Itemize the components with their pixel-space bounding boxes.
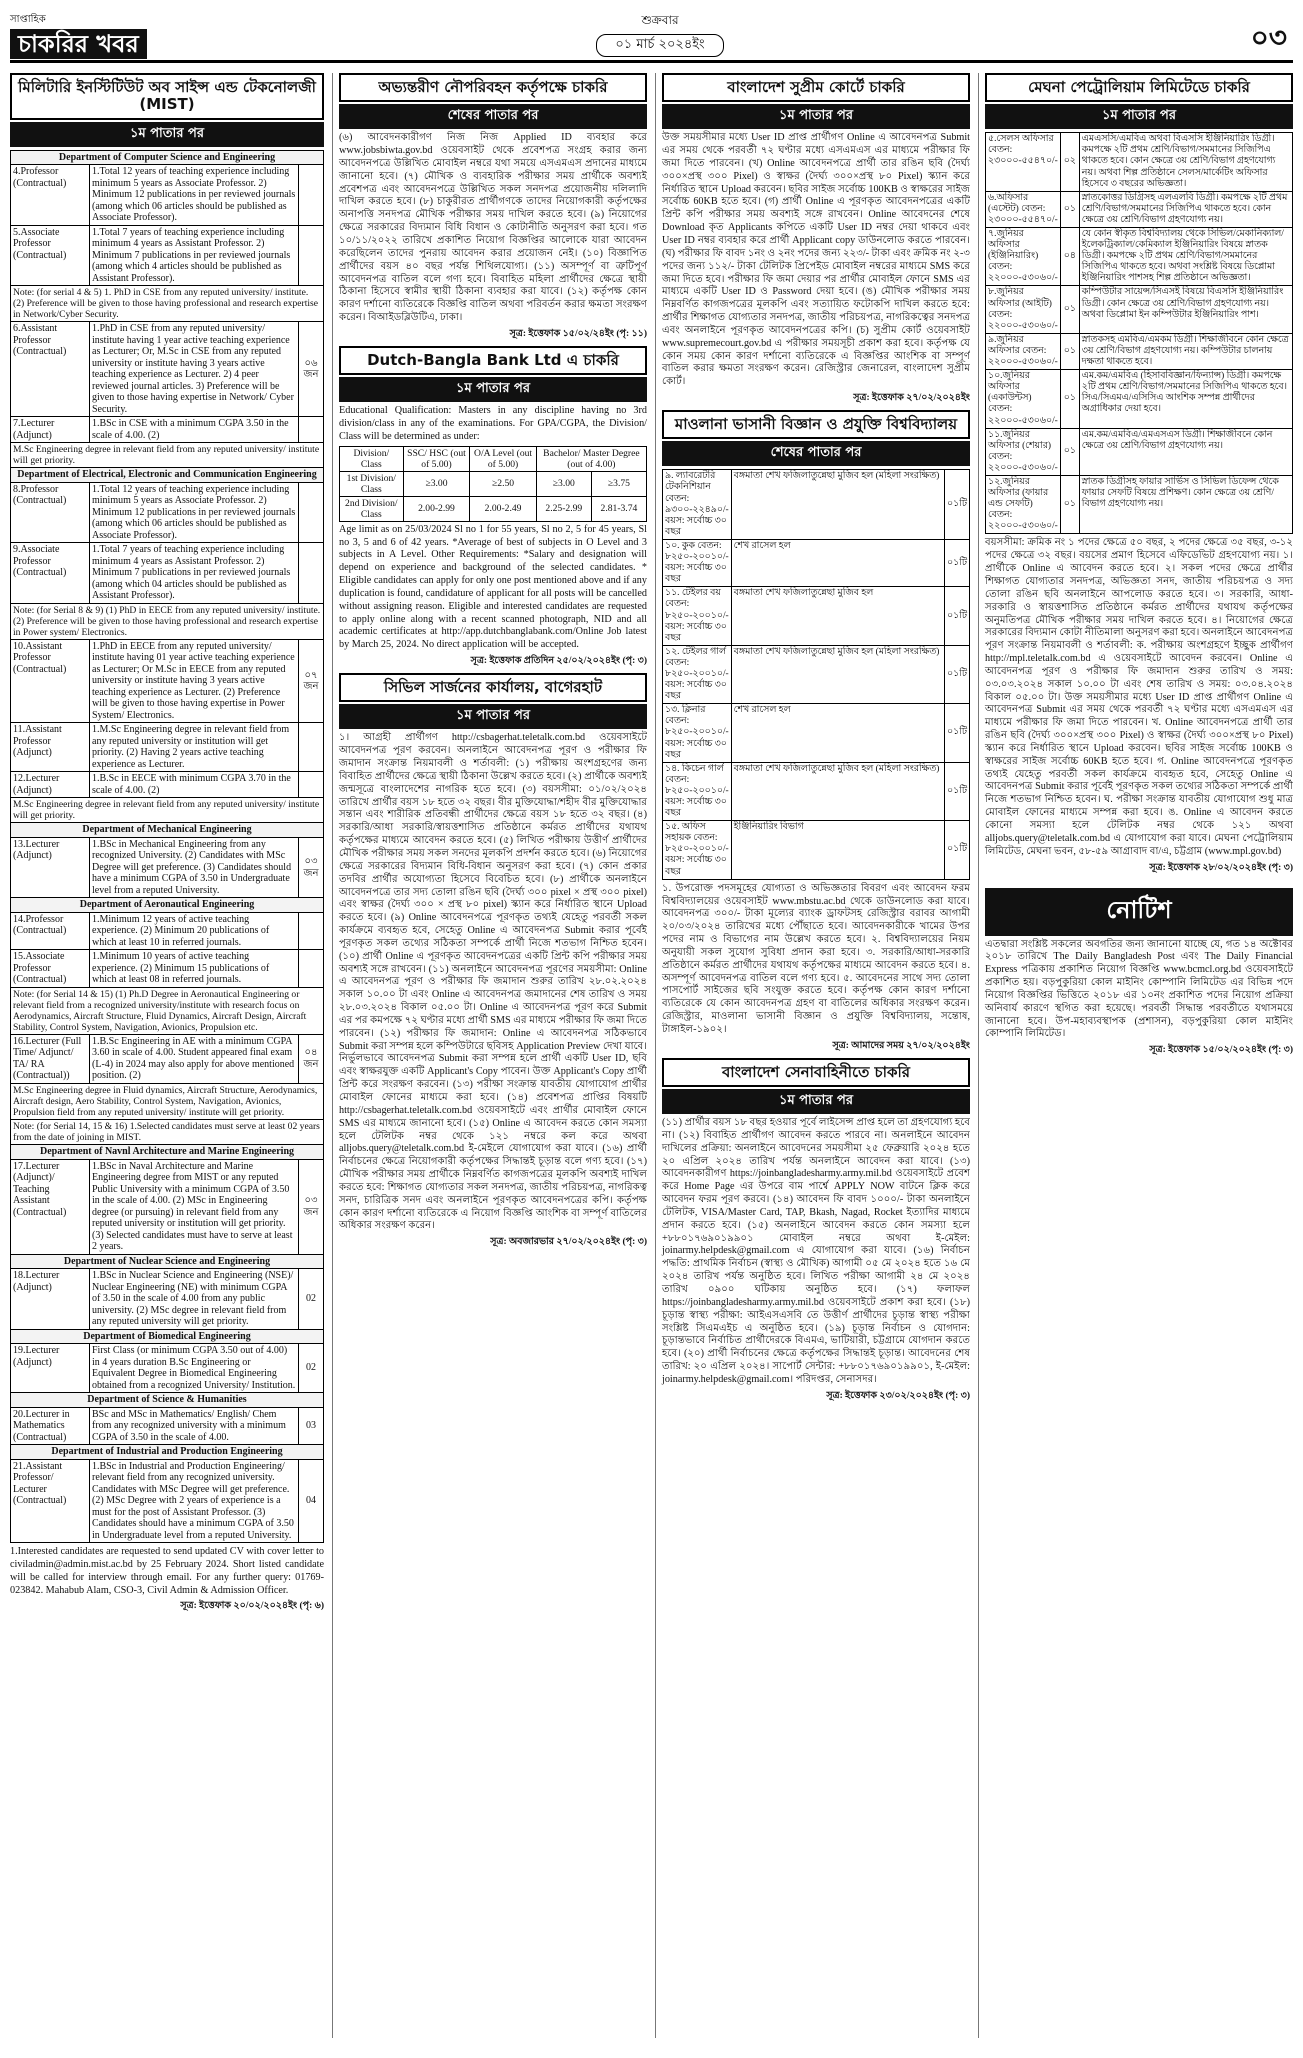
requirements: BSc and MSc in Mathematics/ English/ Chem from any recognized university with a minimum CGPA of 3.50 in the scale of 4.00. (90, 1407, 299, 1445)
newspaper-page (10, 10, 1293, 2038)
grade-cell: ≥3.00 (536, 471, 591, 496)
department-row (11, 1254, 324, 1269)
requirements: স্নাতকোত্তর ডিগ্রিসহ এলএলবি ডিগ্রী। কমপক্ষে ২টি প্রথম শ্রেণি/বিভাগ/সমমানের সিজিপিএ থাকতে হবে। কোন ক্ষেত্রে ৩য় শ্রেণি/বিভাগ গ্রহণযোগ্য নয়। (1079, 191, 1292, 227)
post-name: ১১. টেইলর বয় বেতন: ৮২৫০-২০০১০/- বয়স: সর্বোচ্চ ৩০ বছর (663, 587, 732, 645)
table-row (986, 370, 1293, 428)
table-row (11, 417, 324, 443)
table-row (663, 821, 970, 879)
requirements: 1.Total 7 years of teaching experience including minimum 4 years as Assistant Professor. 2) Minimum 7 publications in per reviewed journals (among which 4 articles should be published as Assistant Professor). (90, 225, 299, 286)
requirements: 1.BSc in Mechanical Engineering from any recognized University. (2) Candidates with MSc Degree will get preference. (3) Candidates should have a minimum CGPA of 3.50 in Undergraduate level from a reputed University. (90, 837, 299, 898)
department-row (11, 1329, 324, 1344)
vacancy-count: ০১টি (945, 645, 970, 703)
post-name: ১১.জুনিয়র অফিসার (শেয়ার) বেতন: ২২০০০-৫৩০৬০/- (986, 428, 1061, 475)
civil-text: ১। আগ্রহী প্রার্থীগণ http://csbagerhat.teletalk.com.bd ওয়েবসাইটে আবেদনপত্র পূরণ করবেন। অনলাইনে আবেদনপত্র পূরণ ও পরীক্ষার ফি জমাদান সংক্রান্ত নিয়মাবলী ও শর্তাবলী: (১) পরীক্ষায় অংশগ্রহণের জন্য বিবাহিত প্রার্থীদের ক্ষেত্রে স্থায়ী ঠিকানা উল্লেখ করতে হবে। (২) প্রার্থীকে অবশ্যই জন্মসূত্রে বাংলাদেশের নাগরিক হতে হবে। (৩) বয়সসীমা: ০১/০২/২০২৪ তারিখে প্রার্থীর বয়স ১৮ হতে ৩২ বছর। বীর মুক্তিযোদ্ধা/শহীদ বীর মুক্তিযোদ্ধার সন্তান এবং শারীরিক প্রতিবন্ধী প্রার্থীদের ক্ষেত্রে বয়স ১৮ হতে ৩২ বছর। (৪) সরকারি/আধা সরকারি/স্বায়ত্তশাসিত প্রতিষ্ঠানে কর্মরত প্রার্থীদের যথাযথ কর্তৃপক্ষের মাধ্যমে আবেদন করতে হবে। (৫) লিখিত পরীক্ষায় উত্তীর্ণ প্রার্থীদের মৌখিক পরীক্ষার সময় সকল সনদের মূলকপি প্রদর্শন করতে হবে। (৬) নিয়োগের ক্ষেত্রে সরকারের বিদ্যমান বিধি-বিধান অনুসরণ করা হবে। (৭) কোন প্রকার তদবির প্রার্থীর অযোগ্যতা হিসেবে বিবেচিত হবে। (৮) প্রার্থীকে অনলাইনে আবেদনপত্রে তার সদ্য তোলা রঙিন ছবি (দৈর্ঘ্য ৩০০ pixel × প্রস্থ ৩০০ pixel) এবং স্বাক্ষর (দৈর্ঘ্য ৩০০ × প্রস্থ ৮০ pixel) স্ক্যান করে নির্ধারিত স্থানে Upload করতে হবে। (৯) Online আবেদনপত্রে পূরণকৃত তথ্যই যেহেতু পরবর্তী সকল কার্যক্রমে ব্যবহৃত হবে, সেহেতু Online এ আবেদনপত্র Submit করার পূর্বেই পূরণকৃত সকল তথ্যের সঠিকতা সম্পর্কে প্রার্থী নিজে শতভাগ নিশ্চিত হবেন। (১০) প্রার্থী Online এ পূরণকৃত আবেদনপত্রের একটি প্রিন্ট কপি পরীক্ষার সময় অবশ্যই সঙ্গে রাখবেন। (১১) অনলাইনে আবেদনপত্র পূরণের সময়সীমা: Online এ আবেদনপত্র পূরণ ও পরীক্ষার ফি জমাদান শুরুর তারিখ ২৮.০২.২০২৪ সকাল ১০.০০ টা এবং Online এ আবেদনপত্র জমাদানের শেষ তারিখ ও সময় ২৮.০৩.২০২৪ বিকাল ০৫.০০ টা। Online এ আবেদনপত্র পূরণ করে Submit এর পর কমপক্ষে ৭২ ঘণ্টার মধ্যে প্রার্থী SMS এর মাধ্যমে পরীক্ষার ফি জমা দিতে পারবেন। (১২) পরীক্ষার ফি জমাদান: Online এ আবেদনপত্র সঠিকভাবে Submit করা সম্পন্ন হলে কম্পিউটারে ছবিসহ Application Preview দেখা যাবে। নির্ভুলভাবে আবেদনপত্র Submit করা সম্পন্ন হলে প্রার্থী একটি User ID, ছবি এবং স্বাক্ষরযুক্ত একটি Applicant's Copy পাবেন। উক্ত Applicant's Copy প্রার্থী প্রিন্ট করে সংরক্ষণ করবেন। (১৩) পরীক্ষা সংক্রান্ত যাবতীয় যোগাযোগ প্রার্থীর মোবাইল ফোনের মাধ্যমে করা হবে। (১৪) প্রবেশপত্র প্রাপ্তির বিষয়টি http://csbagerhat.teletalk.com.bd ওয়েবসাইটে এবং প্রার্থীর মোবাইল ফোনে SMS এর মাধ্যমে জানানো হবে। (১৫) Online এ আবেদন করতে কোন সমস্যা হলে টেলিটক নম্বর থেকে ১২১ নম্বরে কল করে অথবা alljobs.query@teletalk.com.bd ই-মেইলে যোগাযোগ করা যাবে। (১৬) প্রার্থী নির্বাচনের ক্ষেত্রে নিয়োগকারী কর্তৃপক্ষের সিদ্ধান্তই চূড়ান্ত বলে গণ্য হবে। (১৭) মৌখিক পরীক্ষার সময় প্রার্থীকে নিম্নবর্ণিত কাগজপত্রের মূলকপি অবশ্যই দাখিল করতে হবে: শিক্ষাগত যোগ্যতার সকল সনদপত্র, জাতীয় পরিচয়পত্র, নাগরিকত্ব সনদ, চারিত্রিক সনদ এবং অনলাইনে পূরণকৃত আবেদনপত্রের কপি। কর্তৃপক্ষ কোন কারণ দর্শানো ব্যতিরেকে এ নিয়োগ বিজ্ঞপ্তি আংশিক বা সম্পূর্ণ বাতিলের অধিকার সংরক্ষণ করেন। (339, 732, 647, 1232)
requirements: 1.Total 12 years of teaching experience including minimum 5 years as Associate Professor. 2) Minimum 12 publications in per reviewed journals (among which 06 articles should be published as Associate Professor). (90, 482, 299, 543)
department-row (11, 823, 324, 838)
note-row (11, 1120, 324, 1145)
post-name: ১৩. ক্লিনার বেতন: ৮২৫০-২০০১০/- বয়স: সর্বোচ্চ ৩০ বছর (663, 704, 732, 762)
department-name: Department of Biomedical Engineering (11, 1329, 324, 1344)
table-row (11, 1269, 324, 1330)
table-row (663, 704, 970, 762)
requirements: এম.কম/এমবিএ (হিসাববিজ্ঞান/ফিন্যান্স) ডিগ্রী। কমপক্ষে ২টি প্রথম শ্রেণি/বিভাগ/সমমানের সিজিপিএ থাকতে হবে। সিএ/সিএমএ/এসিসিএ আংশিক সম্পন্ন প্রার্থীদের অগ্রাধিকার দেয়া হবে। (1079, 370, 1292, 428)
department-name: Department of Industrial and Production Engineering (11, 1445, 324, 1460)
vacancy-count: ০১ (1060, 428, 1079, 475)
army-source: সূত্র: ইত্তেফাক ২৩/০২/২০২৪ইং (পৃ: ৩) (826, 1390, 970, 1401)
biwta-text: (৬) আবেদনকারীগণ নিজ নিজ Applied ID ব্যবহার করে www.jobsbiwta.gov.bd ওয়েবসাইট থেকে প্রবেশপত্র সংগ্রহ করার জন্য আবেদনপত্রে উল্লিখিত মোবাইল নম্বরে যথা সময়ে এসএমএস প্রদানের মাধ্যমে জানানো হবে। (৭) মৌখিক ও ব্যবহারিক পরীক্ষার সময় প্রার্থীকে অবশ্যই প্রবেশপত্র এবং আবেদনপত্রে উল্লিখিত সকল সনদপত্র প্রয়োজনীয় দলিলাদি দাখিল করতে হবে। (৮) চাকুরীরত প্রার্থীগণকে তাদের নিয়োগকারী কর্তৃপক্ষের অনাপত্তি সনদপত্র মৌখিক পরীক্ষার সময় দাখিল করতে হবে। (৯) নিয়োগের ক্ষেত্রে সরকারের বিদ্যমান বিধি বিধান ও কোটানীতি অনুসরণ করা হবে। গত ১০/১১/২০২২ তারিখে প্রকাশিত নিয়োগ বিজ্ঞপ্তির আলোকে যারা আবেদন করেছিলেন তাদের পুনরায় আবেদন করার প্রয়োজন নেই। (১০) বিজ্ঞাপিত প্রার্থীদের বয়স ৪০ বছর পর্যন্ত শিথিলযোগ্য। (১১) অসম্পূর্ণ বা ত্রুটিপূর্ণ আবেদনপত্র বাতিল বলে গণ্য হবে। বিবাহিত মহিলা প্রার্থীদের ক্ষেত্রে স্থায়ী ঠিকানা হিসেবে স্বামীর স্থায়ী ঠিকানা ব্যবহার করা যাবে। (১২) কর্তৃপক্ষ কোন কারণ দর্শানো ব্যতিরেকে বিজ্ঞপ্তি বাতিল অথবা পরিবর্তন করার ক্ষমতা সংরক্ষণ করেন। বিআইডব্লিউটিএ, ঢাকা। (339, 132, 647, 324)
note-text: M.Sc Engineering degree in relevant field from any reputed university/ institute will get priority. (11, 798, 324, 823)
requirements: 1.BSc in Industrial and Production Engineering/ relevant field from any recognized university. Candidates with MSc Degree will get preference. (2) MSc Degree with 2 years of experience is a must for the post of Assistant Professor. (3) Candidates should have a minimum CGPA of 3.50 in Undergraduate level from a reputed University. (90, 1459, 299, 1543)
grade-cell: ≥3.00 (403, 471, 470, 496)
requirements: স্নাতক ডিগ্রীসহ ফায়ার সার্ভিস ও সিভিল ডিফেন্স থেকে ফায়ার সেফটি বিষয়ে প্রশিক্ষণ। কোন ক্ষেত্রে ৩য় শ্রেণি/বিভাগ গ্রহণযোগ্য নয়। (1079, 475, 1292, 533)
vacancy-count (299, 165, 324, 226)
table-row (11, 639, 324, 723)
table-row (11, 1159, 324, 1254)
requirements: 1.PhD in CSE from any reputed university/ institute having 1 year active teaching experience as Lecturer; Or, M.Sc in CSE from any reputed university or institute having 3 years active teaching experience as Lecturer. 2) 4 peer reviewed journal articles. 3) Preference will be given to those having expertise in Network/ Cyber Security. (90, 322, 299, 417)
post-location: বঙ্গমাতা শেখ ফজিলাতুন্নেছা মুজিব হল (মহিলা সংরক্ষিত) (731, 645, 944, 703)
vacancy-count: ০১ (1060, 191, 1079, 227)
masthead (10, 10, 1293, 63)
logo-tagline: সাপ্তাহিক (10, 14, 46, 25)
department-row (11, 150, 324, 165)
post-name: ৯. ল্যাবরেটরি টেকনিশিয়ান বেতন: ৯৩০০-২২৪৯০/- বয়স: সর্বোচ্চ ৩০ বছর (663, 470, 732, 540)
vacancy-count: ০৪ জন (299, 1034, 324, 1083)
army-subtitle: ১ম পাতার পর (662, 1089, 970, 1114)
table-row (11, 1459, 324, 1543)
post-name: 6.Assistant Professor (Contractual) (11, 322, 90, 417)
note-row (11, 1083, 324, 1119)
table-row (11, 482, 324, 543)
grade-row-first (340, 471, 647, 496)
requirements: স্নাতকসহ এমবিএ/এমকম ডিগ্রী। শিক্ষাজীবনে কোন ক্ষেত্রে ৩য় শ্রেণি/বিভাগ গ্রহণযোগ্য নয়। কম্পিউটার চালনায় দক্ষতা থাকতে হবে। (1079, 333, 1292, 369)
vacancy-count (299, 482, 324, 543)
department-row (11, 1445, 324, 1460)
requirements: 1.Minimum 10 years of active teaching experience. (2) Minimum 15 publications of which at least 08 in referred journals. (90, 950, 299, 988)
requirements: কম্পিউটার সায়েন্স/সিএসই বিষয়ে বিএসসি ইঞ্জিনিয়ারিং ডিগ্রী। কোন ক্ষেত্রে ৩য় শ্রেণি/বিভাগ গ্রহণযোগ্য নয়। অথবা ডিপ্লোমা ইন কম্পিউটার ইঞ্জিনিয়ারিং পাশ। (1079, 286, 1292, 333)
dbbl-source: সূত্র: ইত্তেফাক প্রতিদিন ২৫/০২/২০২৪ইং (পৃ: ৩) (470, 656, 647, 667)
dbbl-qualification: Educational Qualification: Masters in any discipline having no 3rd division/class in any of the examinations. For GPA/CGPA, the Division/ Class will be determined as under: (339, 405, 647, 442)
post-location: ইঞ্জিনিয়ারিং বিভাগ (731, 821, 944, 879)
mist-title: মিলিটারি ইনস্টিটিউট অব সাইন্স এন্ড টেকনোলজী (MIST) (10, 73, 324, 120)
biwta-source: সূত্র: ইত্তেফাক ১৫/০২/২৪ইং (পৃ: ১১) (509, 328, 647, 339)
post-location: বঙ্গমাতা শেখ ফজিলাতুন্নেছা মুজিব হল (731, 587, 944, 645)
requirements: এমএসসি/এমবিএ অথবা বিএসসি ইঞ্জিনিয়ারিং ডিগ্রী। কমপক্ষে ২টি প্রথম শ্রেণি/বিভাগ/সমমানের সিজিপিএ থাকতে হবে। কোন ক্ষেত্রে ৩য় শ্রেণি/বিভাগ গ্রহণযোগ্য নয়। অথবা শিল্প প্রতিষ্ঠানে সেলস/মার্কেটিং অফিসার হিসেবে ৩ বছরের অভিজ্ঞতা। (1079, 133, 1292, 191)
vacancy-count: ০১ (1060, 286, 1079, 333)
army-text: (১১) প্রার্থীর বয়স ১৮ বছর হওয়ার পূর্বে লাইসেন্স প্রাপ্ত হলে তা গ্রহণযোগ্য হবে না। (১২) বিবাহিত প্রার্থীগণ আবেদন করতে পারবে না। অনলাইনে আবেদন দাখিলের প্রক্রিয়া: অনলাইনে আবেদনের সময়সীমা ২৫ ফেব্রুয়ারি ২০২৪ হতে ২০ এপ্রিল ২০২৪ তারিখ পর্যন্ত অনলাইনে আবেদন করা যাবে। (১৩) আবেদনকারীগণ https://joinbangladesharmy.army.mil.bd ওয়েবসাইটে প্রবেশ করে Home Page এর উপরে বাম পার্শ্বে APPLY NOW বাটনে ক্লিক করে আবেদন ফরম পূরণ করবে। (১৪) আবেদন ফি বাবদ ১০০০/- টাকা অনলাইনে টেলিটক, VISA/Master Card, TAP, Bkash, Nagad, Rocket ইত্যাদির মাধ্যমে প্রদান করতে হবে। (১৫) অনলাইনে আবেদন করতে কোন সমস্যা হলে +৮৮০১৭৬৯০১৯৯০১ মোবাইল নম্বরে অথবা ই-মেইল: joinarmy.helpdesk@gmail.com এ যোগাযোগ করা যাবে। (১৬) নির্বাচন পদ্ধতি: প্রাথমিক নির্বাচন (স্বাস্থ্য ও মৌখিক) আগামী ০৫ মে ২০২৪ হতে ১৬ মে ২০২৪ তারিখ পর্যন্ত অনুষ্ঠিত হবে। লিখিত পরীক্ষা আগামী ২৪ মে ২০২৪ তারিখ ০৯০০ ঘটিকায় অনুষ্ঠিত হবে। (১৭) ফলাফল https://joinbangladesharmy.army.mil.bd ওয়েবসাইটে প্রকাশ করা হবে। (১৮) চূড়ান্ত স্বাস্থ্য পরীক্ষা: আইএসএসবি তে উত্তীর্ণ প্রার্থীদের চূড়ান্ত স্বাস্থ্য পরীক্ষা সংশ্লিষ্ট সিএমএইচ এ অনুষ্ঠিত হবে। (১৯) চূড়ান্ত নির্বাচন ও যোগদান: চূড়ান্তভাবে নির্বাচিত প্রার্থীদেরকে বিএমএ, ভাটিয়ারী, চট্টগ্রামে যোগদান করতে হবে। (২০) প্রার্থী নির্বাচনের ক্ষেত্রে কর্তৃপক্ষের সিদ্ধান্তই চূড়ান্ত। আবেদনের শেষ তারিখ: ২০ এপ্রিল ২০২৪। সাপোর্ট সেন্টার: +৮৮০১৭৬৯০১৯৯০১, ই-মেইল: joinarmy.helpdesk@gmail.com। পরিদপ্তর, সেনাসদর। (662, 1117, 970, 1385)
table-row (663, 539, 970, 586)
vacancy-count: ০১টি (945, 470, 970, 540)
note-text: M.Sc Engineering degree in Fluid dynamics, Aircraft Structure, Aerodynamics, Aircraft design, Aero Stability, Control System, Navigation, Avionics, Propulsion field from any reputed university/ institute will get priority. (11, 1083, 324, 1119)
post-name: ১২.জুনিয়র অফিসার (ফায়ার এন্ড সেফটি) বেতন: ২২০০০-৫৩০৬০/- (986, 475, 1061, 533)
table-row (11, 837, 324, 898)
table-row (11, 1034, 324, 1083)
grade-cell: 2.81-3.74 (591, 496, 646, 521)
post-name: 7.Lecturer (Adjunct) (11, 417, 90, 443)
column-3 (655, 73, 970, 2038)
mbstu-source: সূত্র: আমাদের সময় ২৭/০২/২০২৪ইং (832, 1040, 970, 1051)
table-row (11, 912, 324, 950)
department-name: Department of Electrical, Electronic and Communication Engineering (11, 468, 324, 483)
court-title: বাংলাদেশ সুপ্রীম কোর্টে চাকরি (662, 73, 970, 102)
column-2 (332, 73, 647, 2038)
logo-title: চাকরির খবর (10, 29, 147, 59)
note-row (11, 798, 324, 823)
vacancy-count: ০১টি (945, 587, 970, 645)
post-name: 17.Lecturer (Adjunct)/ Teaching Assistant (Contractual) (11, 1159, 90, 1254)
table-row (11, 950, 324, 988)
vacancy-count (299, 723, 324, 772)
notice-title: নোটিশ (985, 888, 1293, 936)
department-row (11, 468, 324, 483)
department-name: Department of Navnl Architecture and Marine Engineering (11, 1145, 324, 1160)
grade-head-ssc: SSC/ HSC (out of 5.00) (403, 446, 470, 471)
requirements: 1.Total 12 years of teaching experience including minimum 5 years as Associate Professor. 2) Minimum 12 publications in per reviewed journals (among which 06 articles should be published as Associate Professor). (90, 165, 299, 226)
vacancy-count: ০১ (1060, 475, 1079, 533)
columns (10, 73, 1293, 2038)
civil-subtitle: ১ম পাতার পর (339, 704, 647, 729)
vacancy-count: ০৩ জন (299, 837, 324, 898)
mist-table (10, 150, 324, 1544)
table-row (986, 191, 1293, 227)
vacancy-count: ০৭ জন (299, 639, 324, 723)
vacancy-count (299, 772, 324, 798)
table-row (986, 133, 1293, 191)
table-row (11, 1344, 324, 1393)
post-name: ১২. টেইলর গার্ল বেতন: ৮২৫০-২০০১০/- বয়স: সর্বোচ্চ ৩০ বছর (663, 645, 732, 703)
vacancy-count (299, 950, 324, 988)
dbbl-text: Age limit as on 25/03/2024 Sl no 1 for 55 years, Sl no 2, 5 for 45 years, Sl no 3, 5 and 6 of 42 years. *Average of best of subjects in O Level and 3 subjects in A Level. Other Requirements: *Salary and designation will depend on experience and background of the selected candidates. * Eligible candidates can apply for only one post mentioned above and if any duplication is found, candidature of applicant for all posts will be cancelled without assigning reason. Eligible and interested candidates are requested to apply online along with a recent scanned photograph, NID and all academic certificates at http://app.dutchbanglabank.com/Online Job latest by March 25, 2024. No direct application will be accepted. (339, 523, 647, 651)
post-name: 15.Associate Professor (Contractual) (11, 950, 90, 988)
court-source: সূত্র: ইত্তেফাক ২৭/০২/২০২৪ইং (853, 393, 970, 404)
vacancy-count: 02 (299, 1269, 324, 1330)
notice-text: এতদ্বারা সংশ্লিষ্ট সকলের অবগতির জন্য জানানো যাচ্ছে যে, গত ১৪ অক্টোবর ২০১৮ তারিখে The Daily Bangladesh Post এবং The Daily Financial Express পত্রিকায় প্রকাশিত নিয়োগ বিজ্ঞপ্তি www.bcmcl.org.bd ওয়েবসাইটে প্রকাশিত হয়। বড়পুকুরিয়া কোল মাইনিং কোম্পানি লিমিটেড এর বিভিন্ন পদে নিয়োগ বিজ্ঞপ্তির ভিত্তিতে ২০১৮ এর ১০নং প্রকাশিত পদের নিয়োগ প্রক্রিয়া অনিবার্য কারণে স্থগিত করা হয়েছে। পরবর্তী সিদ্ধান্ত পরবর্তীতে যথাসময়ে জানানো হবে। উপ-মহাব্যবস্থাপক (প্রশাসন), বড়পুকুরিয়া কোল মাইনিং কোম্পানি লিমিটেড। (985, 938, 1293, 1040)
post-name: 5.Associate Professor (Contractual) (11, 225, 90, 286)
table-row (11, 723, 324, 772)
post-name: 10.Assistant Professor (Contractual) (11, 639, 90, 723)
grade-head-division: Division/ Class (340, 446, 404, 471)
vacancy-count: ০১টি (945, 704, 970, 762)
table-row (986, 475, 1293, 533)
note-text: M.Sc Engineering degree in relevant field from any reputed university/ institute will get priority. (11, 443, 324, 468)
table-row (986, 228, 1293, 286)
post-name: 16.Lecturer (Full Time/ Adjunct/ TA/ RA (Contractual)) (11, 1034, 90, 1083)
department-row (11, 1145, 324, 1160)
department-row (11, 1393, 324, 1408)
vacancy-count (299, 225, 324, 286)
department-name: Department of Mechanical Engineering (11, 823, 324, 838)
vacancy-count: ০১টি (945, 539, 970, 586)
meghna-text: বয়সসীমা: ক্রমিক নং ১ পদের ক্ষেত্রে ৫০ বছর, ২ পদের ক্ষেত্রে ৩৫ বছর, ৩-১২ পদের ক্ষেত্রে ৩২ বছর। বয়সের প্রমাণ হিসেবে এফিডেভিট গ্রহণযোগ্য নয়। ১। প্রার্থীকে Online এ আবেদন করতে হবে। ২। সকল পদের ক্ষেত্রে প্রার্থীর শিক্ষাগত যোগ্যতার সনদপত্র, অভিজ্ঞতা সনদ, জাতীয় পরিচয়পত্র ও সদ্য তোলা রঙিন ছবি অনলাইনে আপলোড করতে হবে। ৩। সরকারি, আধা-সরকারি ও স্বায়ত্তশাসিত প্রতিষ্ঠানে কর্মরত প্রার্থীদের যথাযথ কর্তৃপক্ষের অনুমতিপত্র মৌখিক পরীক্ষার সময় দাখিল করতে হবে। ৪। নিয়োগের ক্ষেত্রে সরকারের বিদ্যমান কোটা নীতিমালা অনুসরণ করা হবে। অনলাইনে আবেদনপত্র পূরণ সংক্রান্ত নিয়মাবলী ও শর্তাবলী: ক. পরীক্ষায় অংশগ্রহণে ইচ্ছুক প্রার্থীগণ http://mpl.teletalk.com.bd এ ওয়েবসাইটে আবেদন করবেন। Online এ আবেদনপত্র পূরণ ও পরীক্ষার ফি জমাদান শুরুর তারিখ ও সময়: ০৩.০৩.২০২৪ সকাল ১০.০০ টা এবং শেষ তারিখ ও সময়: ০৩.০৪.২০২৪ বিকাল ০৫.০০ টা। উক্ত সময়সীমার মধ্যে User ID প্রাপ্ত প্রার্থীগণ Online এ আবেদনপত্র Submit এর সময় থেকে পরবর্তী ৭২ ঘণ্টার মধ্যে এসএমএস এর মাধ্যমে পরীক্ষার ফি জমা দিতে পারবেন। খ. Online আবেদনপত্রে প্রার্থী তার রঙিন ছবি (দৈর্ঘ্য ৩০০×প্রস্থ ৩০০ Pixel) ও স্বাক্ষর (দৈর্ঘ্য ৩০০×প্রস্থ ৮০ Pixel) স্ক্যান করে নির্ধারিত স্থানে Upload করবেন। ছবির সাইজ সর্বোচ্চ 100KB ও স্বাক্ষরের সাইজ সর্বোচ্চ 60KB হতে হবে। গ. Online আবেদনপত্রে পূরণকৃত তথ্যই যেহেতু পরবর্তী সকল কার্যক্রমে ব্যবহৃত হবে, সেহেতু Online এ আবেদনপত্র Submit করার পূর্বেই পূরণকৃত সকল তথ্যের সঠিকতা সম্পর্কে প্রার্থী নিজে শতভাগ নিশ্চিত হবেন। ঘ. পরীক্ষা সংক্রান্ত যাবতীয় যোগাযোগ শুধু মাত্র মোবাইল ফোনের মাধ্যমে সম্পন্ন করা হবে। ঙ. Online এ আবেদন করতে কোনো সমস্যা হলে টেলিটক নম্বর থেকে ১২১ অথবা alljobs.query@teletalk.com.bd এ যোগাযোগ করা যাবে। মেঘনা পেট্রোলিয়াম লিমিটেড, মেঘনা ভবন, ৫৮-৫৯ আগ্রাবাদ বা/এ, চট্টগ্রাম (www.mpl.gov.bd) (985, 537, 1293, 857)
post-name: 11.Assistant Professor (Adjunct) (11, 723, 90, 772)
grade-head-olevel: O/A Level (out of 5.00) (470, 446, 536, 471)
mbstu-text: ১. উপরোক্ত পদসমূহের যোগ্যতা ও অভিজ্ঞতার বিবরণ এবং আবেদন ফরম বিশ্ববিদ্যালয়ের ওয়েবসাইট www.mbstu.ac.bd থেকে ডাউনলোড করা যাবে। আবেদনপত্র ৩০০/- টাকা মূল্যের ব্যাংক ড্রাফটসহ রেজিস্ট্রার বরাবর আগামী ২০/০৩/২০২৪ তারিখের মধ্যে পৌঁছাতে হবে। আবেদনকারীকে খামের উপর পদের নাম ও বিভাগের নাম উল্লেখ করতে হবে। ২. বিশ্ববিদ্যালয়ের নিয়ম অনুযায়ী সকল সুযোগ সুবিধা প্রদান করা হবে। ৩. সরকারি/আধা-সরকারি প্রতিষ্ঠানে কর্মরত প্রার্থীদের যথাযথ কর্তৃপক্ষের মাধ্যমে আবেদন করতে হবে। ৪. অসম্পূর্ণ আবেদনপত্র বাতিল বলে গণ্য হবে। ৫. আবেদনের সাথে সদ্য তোলা পাসপোর্ট সাইজের ছবি সংযুক্ত করতে হবে। কর্তৃপক্ষ কোন কারণ দর্শানো ব্যতিরেকে যে কোন আবেদনপত্র গ্রহণ বা বাতিলের অধিকার সংরক্ষণ করেন। রেজিস্ট্রার, মাওলানা ভাসানী বিজ্ঞান ও প্রযুক্তি বিশ্ববিদ্যালয়, সন্তোষ, টাঙ্গাইল-১৯০২। (662, 882, 970, 1035)
table-row (986, 286, 1293, 333)
post-location: শেখ রাসেল হল (731, 704, 944, 762)
vacancy-count: 04 (299, 1459, 324, 1543)
dbbl-title: Dutch-Bangla Bank Ltd এ চাকরি (339, 346, 647, 375)
grade-cell: 2.25-2.99 (536, 496, 591, 521)
mbstu-subtitle: শেষের পাতার পর (662, 441, 970, 466)
note-text: Note: (for Serial 14 & 15) (1) Ph.D Degree in Aeronautical Engineering or relevant field from a recognized university/institute with research focus on Aerodynamics, Aircraft Structure, Fluid Dynamics, Aircraft Design, Aircraft Stability, Control System, Navigation, Avionics, Propulsion etc. (11, 987, 324, 1034)
post-name: 12.Lecturer (Adjunct) (11, 772, 90, 798)
note-row (11, 286, 324, 322)
vacancy-count: ০৩ জন (299, 1159, 324, 1254)
note-text: Note: (for serial 4 & 5) 1. PhD in CSE from any reputed university/ institute. (2) Preference will be given to those having professional and research expertise in Network/Cyber Security. (11, 286, 324, 322)
notice-source: সূত্র: ইত্তেফাক ১৫/০২/২০২৪ইং (পৃ: ৩) (1149, 1045, 1293, 1056)
post-name: 4.Professor (Contractual) (11, 165, 90, 226)
post-name: ৯.জুনিয়র অফিসার বেতন: ২২০০০-৫৩০৬০/- (986, 333, 1061, 369)
table-row (11, 322, 324, 417)
note-text: Note: (for Serial 14, 15 & 16) 1.Selected candidates must serve at least 02 years from the date of joining in MIST. (11, 1120, 324, 1145)
department-name: Department of Computer Science and Engineering (11, 150, 324, 165)
vacancy-count: 03 (299, 1407, 324, 1445)
issue-day: শুক্রবার (641, 13, 679, 27)
vacancy-count (299, 912, 324, 950)
court-subtitle: ১ম পাতার পর (662, 104, 970, 129)
table-row (11, 772, 324, 798)
department-name: Department of Science & Humanities (11, 1393, 324, 1408)
mbstu-title: মাওলানা ভাসানী বিজ্ঞান ও প্রযুক্তি বিশ্ববিদ্যালয় (662, 410, 970, 439)
page-number: ০৩ (1250, 21, 1287, 54)
grade-cell: 2.00-2.49 (470, 496, 536, 521)
grade-cell: ≥2.50 (470, 471, 536, 496)
table-row (11, 165, 324, 226)
army-title: বাংলাদেশ সেনাবাহিনীতে চাকরি (662, 1058, 970, 1087)
grade-cell: 2.00-2.99 (403, 496, 470, 521)
department-row (11, 898, 324, 913)
requirements: 1.Total 7 years of teaching experience including minimum 4 years as Assistant Professor. 2) Minimum 7 publications in per reviewed journals (among which 04 articles should be published as Assistant Professor). (90, 543, 299, 604)
post-name: ১০.জুনিয়র অফিসার (একাউন্টস) বেতন: ২২০০০-৫৩০৬০/- (986, 370, 1061, 428)
post-name: ১৫. অফিস সহায়ক বেতন: ৮২৫০-২০০১০/- বয়স: সর্বোচ্চ ৩০ বছর (663, 821, 732, 879)
post-name: ৭.জুনিয়র অফিসার (ইঞ্জিনিয়ারিং) বেতন: ২২০০০-৫৩০৬০/- (986, 228, 1061, 286)
requirements: 1.B.Sc in EECE with minimum CGPA 3.70 in the scale of 4.00. (2) (90, 772, 299, 798)
requirements: 1.B.Sc Engineering in AE with a minimum CGPA 3.60 in scale of 4.00. Student appeared final exam (L-4) in 2024 may also apply for above mentioned position. (2) (90, 1034, 299, 1083)
post-name: 9.Associate Professor (Contractual) (11, 543, 90, 604)
civil-source: সূত্র: অবজারভার ২৭/০২/২০২৪ইং (পৃ: ৩) (490, 1237, 647, 1248)
note-row (11, 987, 324, 1034)
meghna-subtitle: ১ম পাতার পর (985, 104, 1293, 129)
grade-cell: ≥3.75 (591, 471, 646, 496)
post-name: 19.Lecturer (Adjunct) (11, 1344, 90, 1393)
mist-source: সূত্র: ইত্তেফাক ২০/০২/২০২৪ইং (পৃ: ৬) (180, 1601, 324, 1612)
grade-head-bachelor: Bachelor/ Master Degree (out of 4.00) (536, 446, 646, 471)
requirements: 1.BSc in Naval Architecture and Marine Engineering degree from MIST or any reputed Public University with a minimum CGPA of 3.50 in the scale of 4.00. (2) MSc in Engineering degree (or pursuing) in relevant field from any reputed university or institution will get priority. (3) Selected candidates must have to serve at least 2 years. (90, 1159, 299, 1254)
note-row (11, 443, 324, 468)
table-row (11, 1407, 324, 1445)
vacancy-count: ০১ (1060, 333, 1079, 369)
mbstu-table (662, 469, 970, 879)
vacancy-count (299, 543, 324, 604)
post-name: 14.Professor (Contractual) (11, 912, 90, 950)
biwta-title: অভ্যন্তরীণ নৌপরিবহন কর্তৃপক্ষে চাকরি (339, 73, 647, 102)
post-name: ১০. কুক বেতন: ৮২৫০-২০০১০/- বয়স: সর্বোচ্চ ৩০ বছর (663, 539, 732, 586)
department-name: Department of Aeronautical Engineering (11, 898, 324, 913)
note-text: Note: (for Serial 8 & 9) (1) PhD in EECE from any reputed university/ institute. (2) Preference will be given to those having professional and research expertise in Power system/ Electronics. (11, 603, 324, 639)
post-name: ৫.সেলস অফিসার বেতন: ২৩০০০-৫৫৪৭০/- (986, 133, 1061, 191)
dbbl-subtitle: ১ম পাতার পর (339, 377, 647, 402)
meghna-source: সূত্র: ইত্তেফাক ২৮/০২/২০২৪ইং (পৃ: ৩) (1149, 862, 1293, 873)
vacancy-count: ০১ (1060, 370, 1079, 428)
requirements: First Class (or minimum CGPA 3.50 out of 4.00) in 4 years duration B.Sc Engineering or Equivalent Degree in Biomedical Engineering obtained from a recognized University/ Institution. (90, 1344, 299, 1393)
grade-cell: 2nd Division/ Class (340, 496, 404, 521)
issue-date: ০১ মার্চ ২০২৪ইং (596, 34, 723, 57)
biwta-subtitle: শেষের পাতার পর (339, 104, 647, 129)
post-name: 18.Lecturer (Adjunct) (11, 1269, 90, 1330)
table-row (663, 762, 970, 820)
department-name: Department of Nuclear Science and Engineering (11, 1254, 324, 1269)
meghna-title: মেঘনা পেট্রোলিয়াম লিমিটেডে চাকরি (985, 73, 1293, 102)
court-text: উক্ত সময়সীমার মধ্যে User ID প্রাপ্ত প্রার্থীগণ Online এ আবেদনপত্র Submit এর সময় থেকে পরবর্তী ৭২ ঘণ্টার মধ্যে এসএমএস এর মাধ্যমে পরীক্ষার ফি জমা দিতে পারবেন। (খ) Online আবেদনপত্রে প্রার্থী তার রঙিন ছবি (দৈর্ঘ্য ৩০০×প্রস্থ ৩০০ Pixel) ও স্বাক্ষর (দৈর্ঘ্য ৩০০×প্রস্থ ৮০ Pixel) স্ক্যান করে নির্ধারিত স্থানে Upload করবেন। ছবির সাইজ সর্বোচ্চ 100KB ও স্বাক্ষরের সাইজ সর্বোচ্চ 60KB হতে হবে। (গ) প্রার্থী Online এ পূরণকৃত আবেদনপত্রের একটি প্রিন্ট কপি পরীক্ষার সময় অবশ্যই সঙ্গে রাখবেন। Online আবেদনের শেষে Download কৃত Applicants কপিতে একটি User ID নম্বর দেয়া থাকবে এবং User ID নম্বর ব্যবহার করে প্রার্থী Applicant copy ডাউনলোড করতে পারবেন। (ঘ) পরীক্ষার ফি বাবদ ১নং ও ২নং পদের জন্য ২২৩/- টাকা এবং ক্রমিক নং ২-৩ পদের জন্য ১১২/- টাকা টেলিটক প্রিপেইড মোবাইল নম্বরের মাধ্যমে SMS করে জমা দিতে হবে। পরীক্ষার ফি জমা দেয়ার পর প্রার্থীর মোবাইল ফোনে SMS এর মাধ্যমে একটি User ID ও Password দেয়া হবে। (ঙ) মৌখিক পরীক্ষার সময় নিম্নবর্ণিত কাগজপত্রের মূলকপি এবং সত্যায়িত ফটোকপি দাখিল করতে হবে: প্রার্থীর শিক্ষাগত যোগ্যতার সনদপত্র, জাতীয় পরিচয়পত্র, নাগরিকত্বের সনদপত্র এবং অনলাইনে পূরণকৃত আবেদনপত্রের কপি। (চ) সুপ্রীম কোর্ট ওয়েবসাইট www.supremecourt.gov.bd এ পরীক্ষার সময়সূচী প্রকাশ করা হবে। কর্তৃপক্ষ যে কোন সময় কোন কারণ দর্শানো ব্যতিরেকে এ বিজ্ঞপ্তির আংশিক বা সম্পূর্ণ বাতিল করার ক্ষমতা সংরক্ষণ করেন। রেজিস্ট্রার জেনারেল, বাংলাদেশ সুপ্রীম কোর্ট। (662, 132, 970, 388)
column-4 (978, 73, 1293, 2038)
requirements: 1.Minimum 12 years of active teaching experience. (2) Minimum 20 publications of which at least 10 in referred journals. (90, 912, 299, 950)
issue-date-block (570, 12, 750, 57)
newspaper-logo (10, 12, 200, 56)
column-mist (10, 73, 324, 2038)
vacancy-count: 02 (299, 1344, 324, 1393)
vacancy-count: ০২ (1060, 133, 1079, 191)
meghna-table (985, 132, 1293, 534)
civil-title: সিভিল সার্জনের কার্যালয়, বাগেরহাট (339, 673, 647, 702)
mist-subtitle: ১ম পাতার পর (10, 122, 324, 147)
mist-footer: 1.Interested candidates are requested to send updated CV with cover letter to civiladmin@admin.mist.ac.bd by 25 February 2024. Short listed candidate will be called for interview through email. For any further query: 01769-023842. Mahabub Alam, CSO-3, Civil Admin & Admission Officer. (10, 1546, 324, 1596)
vacancy-count: ০১টি (945, 821, 970, 879)
post-name: ৬.অফিসার (এস্টেট) বেতন: ২৩০০০-৫৫৪৭০/- (986, 191, 1061, 227)
vacancy-count: ০১টি (945, 762, 970, 820)
requirements: 1.BSc in CSE with a minimum CGPA 3.50 in the scale of 4.00. (2) (90, 417, 299, 443)
vacancy-count: ০৬ জন (299, 322, 324, 417)
requirements: 1.PhD in EECE from any reputed university/ institute having 01 year active teaching experience as Lecturer; Or M.Sc in EECE from any reputed university or institute having 3 years active teaching experience as Lecturer. (2) Preference will be given to those having expertise in Power System/ Electronics. (90, 639, 299, 723)
post-name: ১৪. কিচেন গার্ল বেতন: ৮২৫০-২০০১০/- বয়স: সর্বোচ্চ ৩০ বছর (663, 762, 732, 820)
requirements: যে কোন স্বীকৃত বিশ্ববিদ্যালয় থেকে সিভিল/মেকানিক্যাল/ইলেকট্রিক্যাল/কেমিক্যাল ইঞ্জিনিয়ারিং বিষয়ে স্নাতক ডিগ্রী। কমপক্ষে ২টি প্রথম শ্রেণি/বিভাগ/সমমানের সিজিপিএ থাকতে হবে। অথবা সংশ্লিষ্ট বিষয়ে ডিপ্লোমা ইঞ্জিনিয়ারিং পাশসহ শিল্প প্রতিষ্ঠানে অভিজ্ঞতা। (1079, 228, 1292, 286)
post-name: 8.Professor (Contractual) (11, 482, 90, 543)
post-location: শেখ রাসেল হল (731, 539, 944, 586)
post-name: 13.Lecturer (Adjunct) (11, 837, 90, 898)
table-row (11, 543, 324, 604)
post-name: 21.Assistant Professor/ Lecturer (Contractual) (11, 1459, 90, 1543)
table-row (663, 587, 970, 645)
requirements: 1.BSc in Nuclear Science and Engineering (NSE)/ Nuclear Engineering (NE) with minimum CGPA of 3.50 in the scale of 4.00 from any public university. (2) MSc degree in relevant field from any reputed university will get priority. (90, 1269, 299, 1330)
note-row (11, 603, 324, 639)
grade-cell: 1st Division/ Class (340, 471, 404, 496)
grade-row-second (340, 496, 647, 521)
post-location: বঙ্গমাতা শেখ ফজিলাতুন্নেছা মুজিব হল (মহিলা সংরক্ষিত) (731, 470, 944, 540)
post-name: 20.Lecturer in Mathematics (Contractual) (11, 1407, 90, 1445)
table-row (663, 470, 970, 540)
post-location: বঙ্গমাতা শেখ ফজিলাতুন্নেছা মুজিব হল (মহিলা সংরক্ষিত) (731, 762, 944, 820)
requirements: 1.M.Sc Engineering degree in relevant field from any reputed university or institution will get priority. (2) Having 2 years active teaching experience as Lecturer. (90, 723, 299, 772)
post-name: ৮.জুনিয়র অফিসার (আইটি) বেতন: ২২০০০-৫৩০৬০/- (986, 286, 1061, 333)
table-row (986, 333, 1293, 369)
table-row (663, 645, 970, 703)
table-row (986, 428, 1293, 475)
dbbl-grade-table (339, 446, 647, 522)
vacancy-count (299, 417, 324, 443)
requirements: এম.কম/এমবিএ/এমএসএস ডিগ্রী। শিক্ষাজীবনে কোন ক্ষেত্রে ৩য় শ্রেণি/বিভাগ গ্রহণযোগ্য নয়। (1079, 428, 1292, 475)
vacancy-count: ০৪ (1060, 228, 1079, 286)
table-row (11, 225, 324, 286)
